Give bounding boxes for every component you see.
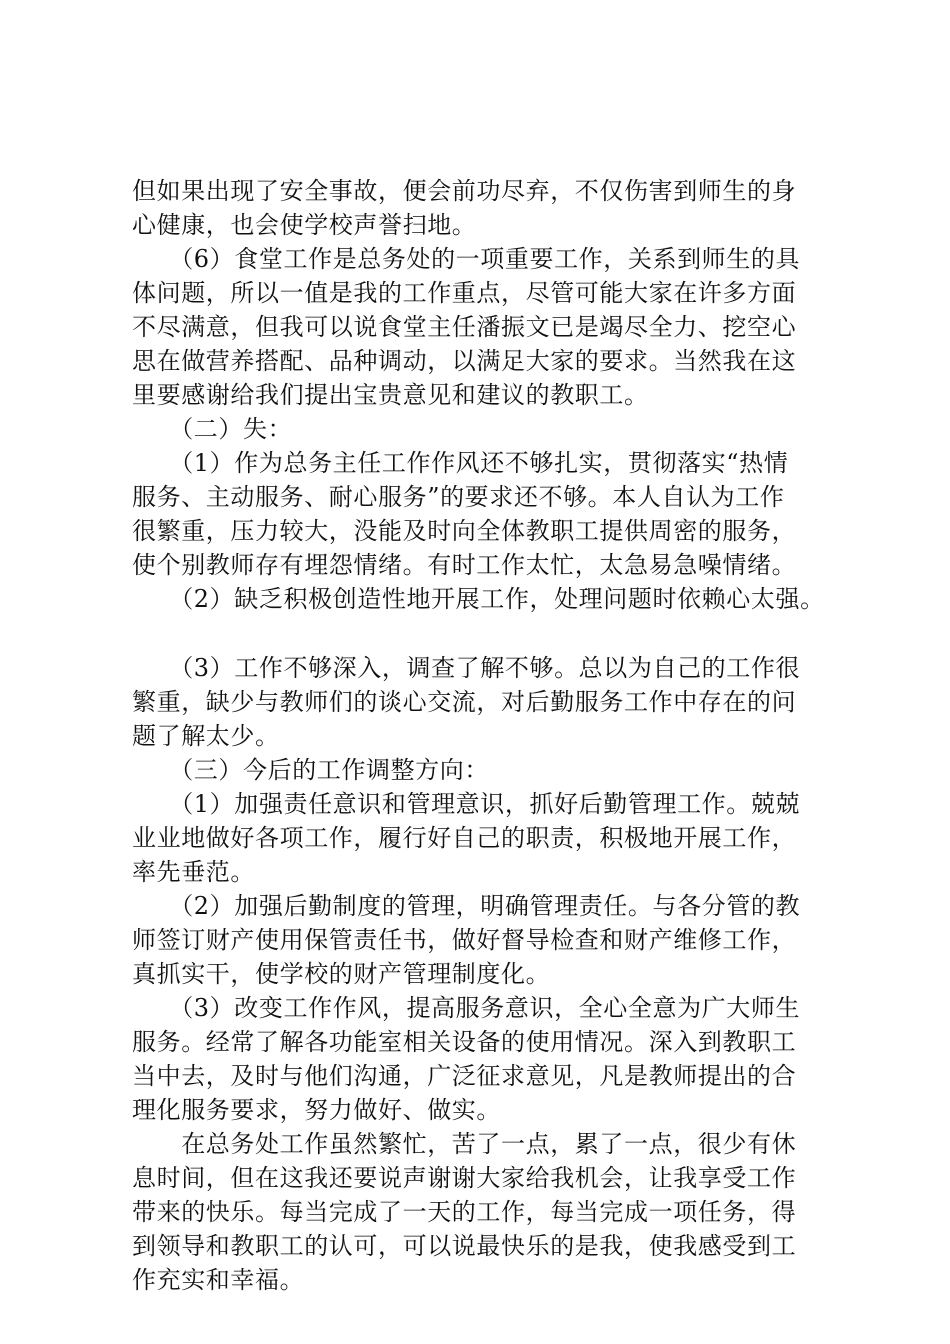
text-line: 服务。经常了解各功能室相关设备的使用情况。深入到教职工: [132, 1028, 797, 1056]
text-line: （2）缺乏积极创造性地开展工作，处理问题时依赖心太强。: [132, 585, 825, 613]
text-line: 带来的快乐。每当完成了一天的工作，每当完成一项任务，得: [132, 1198, 797, 1226]
text-line: 息时间，但在这我还要说声谢谢大家给我机会，让我享受工作: [132, 1164, 797, 1192]
text-line: 体问题，所以一值是我的工作重点，尽管可能大家在许多方面: [132, 279, 797, 307]
text-line: 到领导和教职工的认可，可以说最快乐的是我，使我感受到工: [132, 1232, 797, 1260]
text-line: （2）加强后勤制度的管理，明确管理责任。与各分管的教: [132, 892, 801, 920]
text-line: （3）工作不够深入，调查了解不够。总以为自己的工作很: [132, 654, 801, 682]
text-line: 服务、主动服务、耐心服务”的要求还不够。本人自认为工作: [132, 483, 785, 511]
text-line: 作充实和幸福。: [132, 1266, 305, 1294]
text-line: （6）食堂工作是总务处的一项重要工作，关系到师生的具: [132, 245, 801, 273]
text-line: 率先垂范。: [132, 858, 255, 886]
text-line: 里要感谢给我们提出宝贵意见和建议的教职工。: [132, 381, 649, 409]
text-line: 理化服务要求，努力做好、做实。: [132, 1096, 501, 1124]
text-line: 但如果出现了安全事故，便会前功尽弃，不仅伤害到师生的身: [132, 177, 797, 205]
text-line: 在总务处工作虽然繁忙，苦了一点，累了一点，很少有休: [132, 1130, 797, 1158]
text-line: 繁重，缺少与教师们的谈心交流，对后勤服务工作中存在的问: [132, 688, 797, 716]
text-line: 当中去，及时与他们沟通，广泛征求意见，凡是教师提出的合: [132, 1062, 797, 1090]
text-line: （3）改变工作作风，提高服务意识，全心全意为广大师生: [132, 994, 801, 1022]
text-line: 很繁重，压力较大，没能及时向全体教职工提供周密的服务，: [132, 517, 797, 545]
section-heading: （二）失：: [132, 415, 293, 443]
text-line: 真抓实干，使学校的财产管理制度化。: [132, 960, 551, 988]
text-line: （1）作为总务主任工作作风还不够扎实，贯彻落实“热情: [132, 449, 789, 477]
text-line: 业业地做好各项工作，履行好自己的职责，积极地开展工作，: [132, 824, 797, 852]
section-heading: （三）今后的工作调整方向：: [132, 756, 489, 784]
text-line: 使个别教师存有埋怨情绪。有时工作太忙，太急易急噪情绪。: [132, 551, 797, 579]
text-line: 心健康，也会使学校声誉扫地。: [132, 211, 477, 239]
text-line: （1）加强责任意识和管理意识，抓好后勤管理工作。兢兢: [132, 790, 801, 818]
text-line: 不尽满意，但我可以说食堂主任潘振文已是竭尽全力、挖空心: [132, 313, 797, 341]
text-line: 题了解太少。: [132, 722, 280, 750]
text-line: 思在做营养搭配、品种调动，以满足大家的要求。当然我在这: [132, 347, 797, 375]
text-line: 师签订财产使用保管责任书，做好督导检查和财产维修工作，: [132, 926, 797, 954]
